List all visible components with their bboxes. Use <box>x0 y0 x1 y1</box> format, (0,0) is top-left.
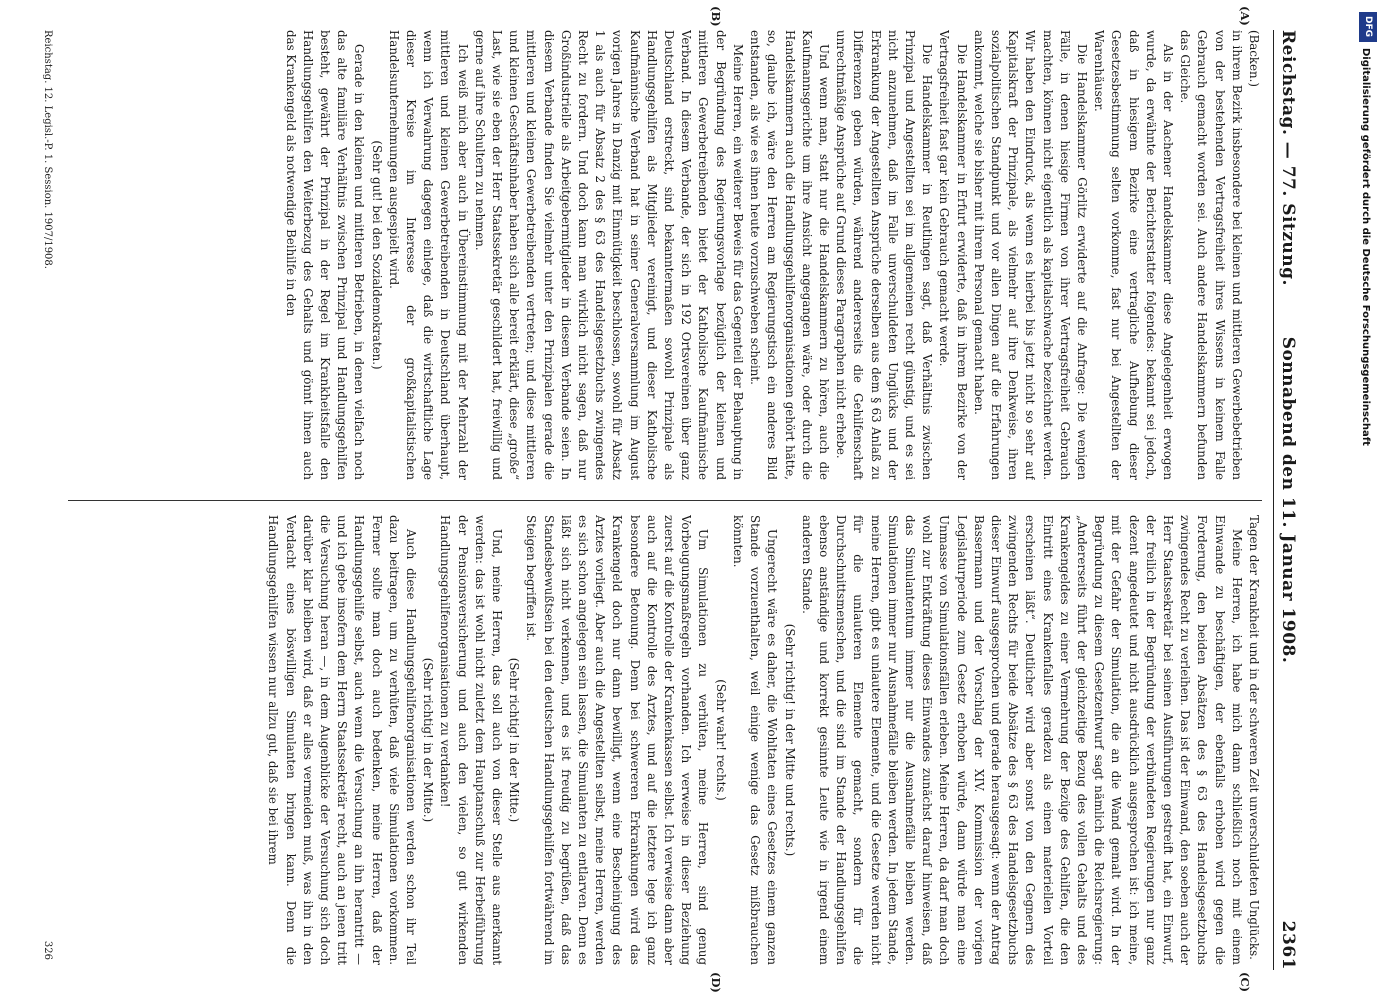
page-signature: 326 <box>42 940 53 960</box>
right-text-column <box>68 515 1262 965</box>
interjection: (Sehr wahr! rechts.) <box>713 679 728 801</box>
interjection: (Sehr richtig! in der Mitte.) <box>421 657 436 823</box>
dfg-logo: DFG <box>1359 12 1377 42</box>
header-date: Sonnabend den 11. Januar 1908. <box>1278 336 1298 664</box>
digitization-credit: Digitalisierung gefördert durch die Deutsche Forschungsgemeinschaft <box>1360 48 1371 446</box>
left-text-column <box>68 30 1262 480</box>
digitization-note <box>1357 8 1379 992</box>
header-session: Reichstag. — 77. Sitzung. <box>1278 30 1298 286</box>
paragraph: Und wenn man, statt nur die Handelskammern zu hören, auch die Kaufmannsgerichte um ihre Ansicht angegangen wäre, oder durch die Handelskammern auch die Handlungsgehilfenorganisationen gehört hätte, so, glaube ich, wäre den Herren am Regierungstisch ein anderes Bild entstanden, als wie es ihnen heute vorzuschweben scheint. <box>748 30 831 480</box>
paragraph: Um Simulationen zu verhüten, meine Herren, sind genug Vorbeugungsmaßregeln vorhanden. Ich verweise in dieser Beziehung zuerst auf die Kontrolle der Krankenkassen selbst. Ich verweise dann aber auch auf die Kontrolle des Arztes, und auf die letztere lege ich ganz besondere Betonung. Denn bei schwereren Erkrankungen wird das Krankengeld doch nur dann bewilligt, wenn eine Bescheinigung des Arztes vorliegt. Aber auch die Angestellten selbst, meine Herren, werden es sich schon angelegen sein lassen, die Simulanten zu entlarven. Denn es läßt sich nicht verkennen, und es ist freudig zu begrüßen, daß das Standesbewußtsein bei den deutschen Handlungsgehilfen fortwährend im Steigen begriffen ist. <box>524 515 711 965</box>
paragraph: Tagen der Krankheit und in der schweren Zeit unverschuldeten Unglücks. <box>1247 515 1261 960</box>
paragraph: Ungerecht wäre es daher, die Wohltaten eines Gesetzes einem ganzen Stande vorzuenthalten, weil einige wenige das Gesetz mißbrauchen könnten. <box>730 515 780 965</box>
margin-marker-d: (D) <box>709 972 723 993</box>
paragraph: Die Handelskammer Görlitz erwiderte auf die Anfrage: Die wenigen Fälle, in denen hiesige Firmen von ihrer Vertragsfreiheit Gebrauch machten, können nicht eigentlich als kapitalschwache bezeichnet werden. Wir haben den Eindruck, als wenn es hierbei bis jetzt nicht so sehr auf Kapitalskraft der Prinzipale, als vielmehr auf ihre Denkweise, ihren sozialpolitischen Standpunkt und vor allen Dingen auf die Erfahrungen ankommt, welche sie bisher mit ihrem Personal gemacht haben. <box>971 30 1089 480</box>
header-page-number: 2361 <box>1278 920 1298 970</box>
paragraph: Ich weiß mich aber auch in Übereinstimmung mit der Mehrzahl der mittleren und kleinen Gewerbetreibenden in Deutschland überhaupt, wenn ich Verwahrung dagegen einlege, daß die wirtschaftliche Lage dieser Kreise im Interesse der großkapitalistischen Handelsunternehmungen ausgespielt wird. <box>386 30 470 480</box>
page-footer: Reichstag. 12. Legisl.-P. 1. Session. 1907/1908. <box>42 30 53 269</box>
paragraph: Die Handelskammer in Erfurt erwiderte, daß in ihrem Bezirke von der Vertragsfreiheit fast gar kein Gebrauch gemacht werde. <box>937 30 969 480</box>
paragraph: Gerade in den kleinen und mittleren Betrieben, in denen vielfach noch das alte familiäre Verhältnis zwischen Prinzipal und Handlungsgehilfen besteht, gewährt der Prinzipal in der Regel im Krankheitsfalle den Handlungsgehilfen den Weiterbezug des Gehalts und gönnt ihnen auch das Krankengeld als notwendige Beihilfe in den <box>283 30 367 480</box>
paragraph: Meine Herren, ich habe mich dann schließlich noch mit einem Einwande zu beschäftigen, der ebenfalls erhoben wird gegen die Forderung, den beiden Absätzen des § 63 des Handelsgesetzbuchs zwingendes Recht zu verleihen. Das ist der Einwand, den soeben auch der Herr Staatssekretär bei seinen Ausführungen gestreift hat, ein Einwurf, der freilich in der Begründung der verbündeten Regierungen nur ganz dezent angedeutet und nicht ausdrücklich ausgesprochen ist: ich meine, mit der Gefahr der Simulation, die an die Wand gemalt wird. In der Begründung zu diesem Gesetzentwurf sagt nämlich die Reichsregierung: „Andererseits führt der gleichzeitige Bezug des vollen Gehalts und des Krankengeldes zu einer Vermehrung der Bezüge des Gehilfen, die den Eintritt eines Krankenfalles geradezu als einen materiellen Vorteil erscheinen läßt“. Deutlicher wird aber sonst von den Gegnern des zwingenden Rechts für beide Absätze des § 63 des Handelsgesetzbuchs dieser Einwurf ausgesprochen und gerade herausgesagt: wenn der Antrag Bassermann und der Vorschlag der XIV. Kommission der vorigen Legislaturperiode zum Gesetz erhoben würde, dann würde man eine Unmasse von Simulationsfällen erleben. Meine Herren, da darf man doch wohl zur Entkräftung dieses Einwandes zunächst darauf hinweisen, daß das Simulantentum immer nur die Ausnahmefälle bleiben werden. Simulationen immer nur Ausnahmefälle bleiben werden. In jedem Stande, meine Herren, gibt es unlautere Elemente, und die Gesetze werden nicht für die unlauteren Elemente gemacht, sondern für die Durchschnittsmenschen, und die sind im Stande der Handlungsgehilfen ebenso anständige und korrekt gesinnte Leute wie in irgend einem anderen Stande. <box>799 515 1244 965</box>
interjection: (Sehr gut! bei den Sozialdemokraten.) <box>369 140 384 370</box>
paragraph: Die Handelskammer in Reutlingen sagt, daß Verhältnis zwischen Prinzipal und Angestellten sei im allgemeinen recht günstig, und es sei nicht anzunehmen, daß im Falle unverschuldeten Unglücks und der Erkrankung der Angestellten Ansprüche derselben aus dem § 63 Anlaß zu Differenzen geben würden, während andererseits die Gehilfenschaft unrechtmäßige Ansprüche auf Grund dieses Paragraphen nicht erhebe. <box>834 30 935 480</box>
paragraph: Meine Herren, ein weiterer Beweis für das Gegenteil der Behauptung in der Begründung des Regierungsvorlage bezüglich der kleinen und mittleren Gewerbetreibenden bietet der Katholische Kaufmännische Verband. In diesem Verbande, der sich in 192 Ortsvereinen über ganz Deutschland erstreckt, sind bekanntermaßen sowohl Prinzipale als Handlungsgehilfen als Mitglieder vereinigt, und dieser Katholische Kaufmännische Verband hat in seiner Generalversammlung im August vorigen Jahres in Danzig mit Einmütigkeit beschlossen, sowohl für Absatz 1 als auch für Absatz 2 des § 63 des Handelsgesetzbuchs zwingendes Recht zu fordern. Und doch kann man wirklich nicht sagen, daß nur Großindustrielle als Arbeitgebermitglieder in diesem Verbande seien. In diesem Verbande finden Sie vielmehr unter den Prinzipalen gerade die mittleren und kleinen Gewerbetreibenden vertreten; und diese mittleren und kleinen Geschäftsinhaber haben sich alle bereit erklärt, diese „große“ Last, wie sie eben der Herr Staatssekretär geschildert hat, freiwillig und gerne auf ihre Schultern zu nehmen. <box>472 30 745 480</box>
interjection: (Sehr richtig! in der Mitte.) <box>507 657 522 823</box>
page-header <box>1273 30 1300 970</box>
column-divider <box>68 500 1262 501</box>
paragraph: (Backen.) <box>1247 30 1261 87</box>
interjection: (Sehr richtig! in der Mitte und rechts.) <box>782 623 797 857</box>
margin-marker-c: (C) <box>1238 972 1252 993</box>
paragraph: Als in der Aachener Handelskammer diese Angelegenheit erwogen wurde, da erwähnte der Berichterstatter folgendes: bekannt sei jedoch, daß in hiesigem Bezirke eine vertragliche Aufhebung dieser Gesetzesbestimmung selten vorkomme, fast nur bei Angestellten der Warenhäuser. <box>1092 30 1175 480</box>
margin-marker-b: (B) <box>709 6 723 27</box>
margin-marker-a: (A) <box>1238 6 1252 26</box>
paragraph: Auch diese Handlungsgehilfenorganisationen werden schon ihr Teil dazu beitragen, um zu verhüten, daß viele Simulationen vorkommen. Ferner sollte man doch auch bedenken, meine Herren, daß der Handlungsgehilfe selbst, auch wenn die Versuchung an ihn herantritt — und ich gebe insofern dem Herrn Staatssekretär recht, auch an jenen tritt die Versuchung heran —, in dem Augenblicke der Versuchung sich doch darüber klar bleiben wird, daß er alles vermeiden muß, was ihn in den Verdacht eines böswilligen Simulanten bringen kann. Denn die Handlungsgehilfen wissen nur allzu gut, daß sie bei ihrem <box>266 515 419 965</box>
newspaper-page <box>28 6 1318 993</box>
paragraph: in ihrem Bezirk insbesondere bei kleinen und mittleren Gewerbebetrieben von der bestehenden Vertragsfreiheit ihres Wissens in keinem Falle Gebrauch gemacht worden sei. Auch andere Handelskammern befunden das Gleiche. <box>1178 30 1244 480</box>
paragraph: Und, meine Herren, das soll auch von dieser Stelle aus anerkannt werden: das ist wohl nicht zuletzt dem Hauptanschuß zur Herbeiführung der Pensionsversicherung und auch den vielen, so gut wirkenden Handlungsgehilfenorganisationen zu verdanken! <box>438 515 505 965</box>
